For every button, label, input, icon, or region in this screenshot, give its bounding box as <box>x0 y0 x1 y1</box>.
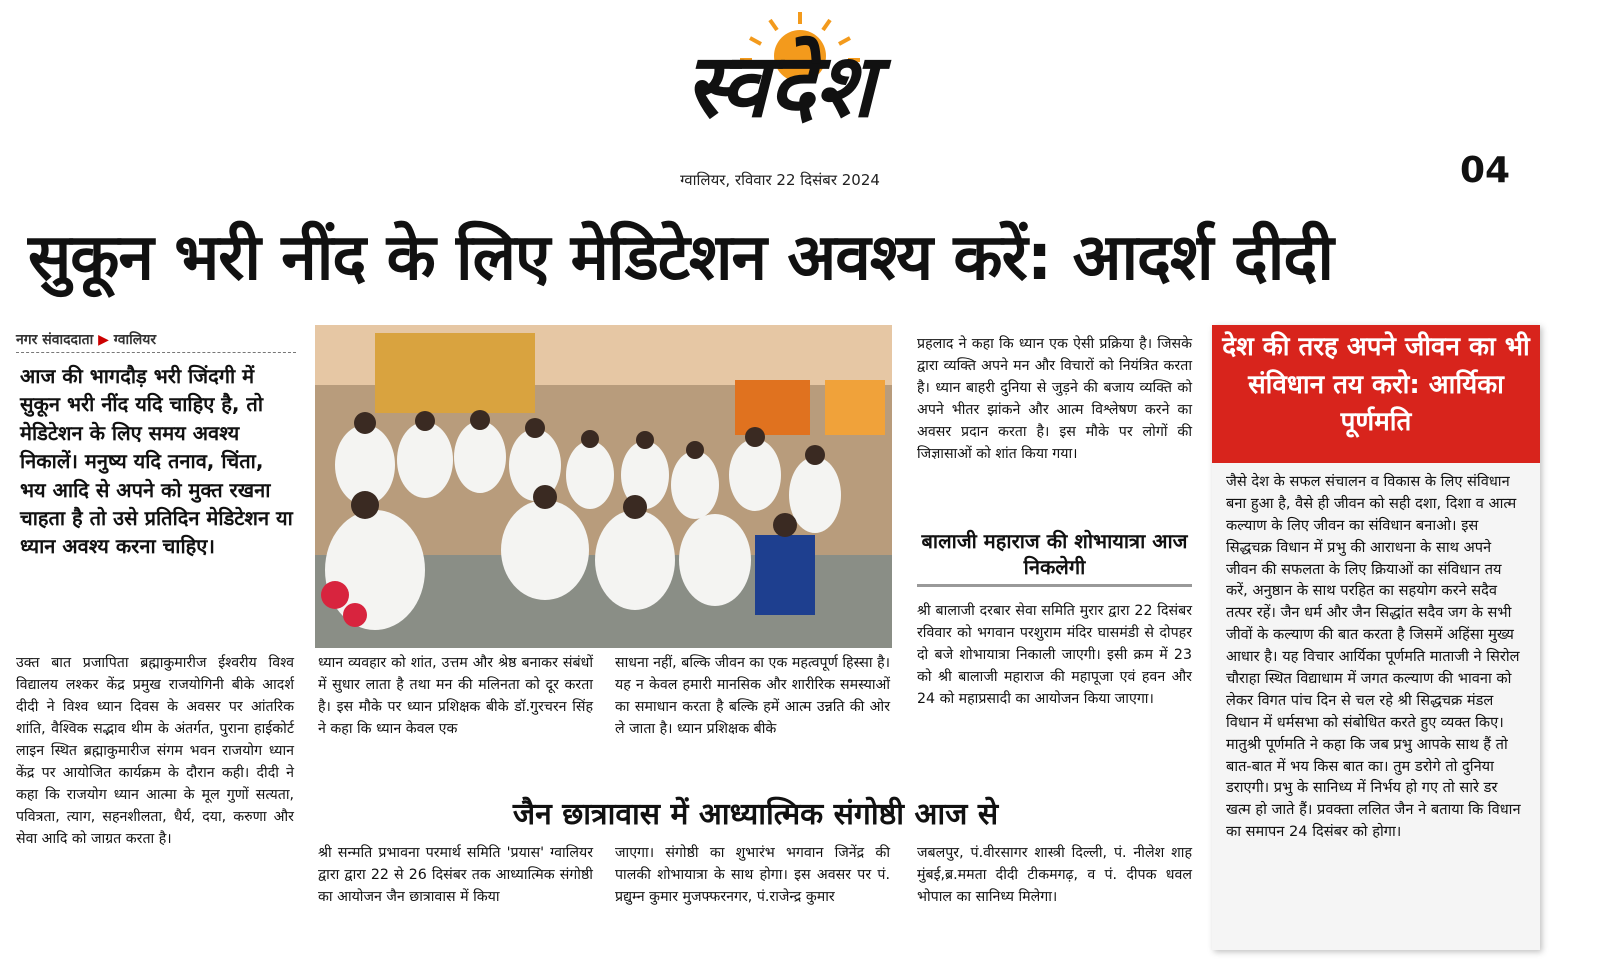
sidebox-heading: देश की तरह अपने जीवन का भी संविधान तय करो: आर्यिका पूर्णमति <box>1212 325 1540 463</box>
reporter-name: नगर संवाददाता <box>16 332 94 348</box>
arrow-icon: ▶ <box>98 332 109 348</box>
article-column-4: प्रहलाद ने कहा कि ध्यान एक ऐसी प्रक्रिया है। जिसके द्वारा व्यक्ति अपने मन और विचारों को नियंत्रित करता है। ध्यान बाहरी दुनिया से जुड़ने की बजाय व्यक्ति को अपने भीतर झांकने और आत्म विश्लेषण करने का अवसर प्रदान करता है। इस मौके पर लोगों की जिज्ञासाओं को शांत किया गया। <box>917 336 1192 462</box>
main-headline: सुकून भरी नींद के लिए मेडिटेशन अवश्य करें: आदर्श दीदी <box>28 221 1333 295</box>
article-column-1: उक्त बात प्रजापिता ब्रह्माकुमारीज ईश्वरीय विश्व विद्यालय लश्कर केंद्र प्रमुख राजयोगिनी बीके आदर्श दीदी ने विश्व ध्यान दिवस के अवसर पर आंतरिक शांति, वैश्विक सद्भाव थीम के अंतर्गत, पुराना हाईकोर्ट लाइन स्थित ब्रह्माकुमारीज संगम भवन राजयोग ध्यान केंद्र पर आयोजित कार्यक्रम के दौरान कही। दीदी ने कहा कि राजयोग ध्यान आत्मा के मूल गुणों सत्यता, पवित्रता, त्याग, सहनशीलता, धैर्य, दया, करुणा और सेवा आदि को जाग्रत करता है। <box>16 655 294 847</box>
jain-heading: जैन छात्रावास में आध्यात्मिक संगोष्ठी आज से <box>512 797 999 832</box>
article-column-2: ध्यान व्यवहार को शांत, उत्तम और श्रेष्ठ बनाकर संबंधों में सुधार लाता है तथा मन की मलिनता को दूर करता है। इस मौके पर ध्यान प्रशिक्षक बीके डॉ.गुरचरन सिंह ने कहा कि ध्यान केवल एक <box>318 655 593 737</box>
page-number: 04 <box>1460 150 1511 191</box>
balaji-heading: बालाजी महाराज की शोभायात्रा आज निकलेगी <box>917 528 1192 587</box>
balaji-body: श्री बालाजी दरबार सेवा समिति मुरार द्वारा 22 दिसंबर रविवार को भगवान परशुराम मंदिर घासमंडी से दोपहर दो बजे शोभायात्रा निकाली जाएगी। इसी क्रम में 23 को श्री बालाजी महाराज की महापूजा एवं हवन और 24 को महाप्रसादी का आयोजन किया जाएगा। <box>917 603 1192 707</box>
svg-text:स्वदेश: स्वदेश <box>685 34 875 137</box>
sun-logo-icon <box>600 8 960 148</box>
article-intro: आज की भागदौड़ भरी जिंदगी में सुकून भरी नींद यदि चाहिए है, तो मेडिटेशन के लिए समय अवश्य निकालें। मनुष्य यदि तनाव, चिंता, भय आदि से अपने को मुक्त रखना चाहता है तो उसे प्रतिदिन मेडिटेशन या ध्यान अवश्य करना चाहिए। <box>20 364 293 559</box>
article-column-3: साधना नहीं, बल्कि जीवन का एक महत्वपूर्ण हिस्सा है। यह न केवल हमारी मानसिक और शारीरिक समस्याओं का समाधान करता है बल्कि हमें आत्म उन्नति की ओर ले जाता है। ध्यान प्रशिक्षक बीके <box>615 655 890 737</box>
jain-column-3: जबलपुर, पं.वीरसागर शास्त्री दिल्ली, पं. नीलेश शाह मुंबई,ब्र.ममता दीदी टीकमगढ़, व पं. दीपक धवल भोपाल का सानिध्य मिलेगा। <box>917 845 1192 905</box>
masthead-logo <box>600 8 960 148</box>
sidebox-article <box>1212 325 1540 950</box>
byline <box>16 330 296 353</box>
meditation-event-photo <box>315 325 892 648</box>
sidebox-body: जैसे देश के सफल संचालन व विकास के लिए संविधान बना हुआ है, वैसे ही जीवन को सही दशा, दिशा व आत्म कल्याण के लिए जीवन का संविधान बनाओ। इस सिद्धचक्र विधान में प्रभु की आराधना के साथ अपने जीवन की सफलता के लिए क्रियाओं का संविधान तय करें, अनुष्ठान के साथ परहित का सहयोग करने सदैव तत्पर रहें। जैन धर्म और जैन सिद्धांत सदैव जग के सभी जीवों के कल्याण की बात करता है जिसमें अहिंसा मुख्य आधार है। यह विचार आर्यिका पूर्णमति माताजी ने सिरोल चौराहा स्थित विद्याधाम में जगत कल्याण की भावना को लेकर विगत पांच दिन से चल रहे श्री सिद्धचक्र मंडल विधान में धर्मसभा को संबोधित करते हुए व्यक्त किए। मातुश्री पूर्णमति ने कहा कि जब प्रभु आपके साथ हैं तो बात-बात में भय किस बात का। तुम डरोगे तो दुनिया डराएगी। प्रभु के सानिध्य में निर्भय हो गए तो सारे डर खत्म हो जाते हैं। प्रवक्ता ललित जैन ने बताया कि विधान का समापन 24 दिसंबर को होगा। <box>1226 473 1521 841</box>
dateline: ग्वालियर, रविवार 22 दिसंबर 2024 <box>680 171 880 189</box>
city-name: ग्वालियर <box>113 332 157 348</box>
jain-column-2: जाएगा। संगोष्ठी का शुभारंभ भगवान जिनेंद्र की पालकी शोभायात्रा के साथ होगा। इस अवसर पर पं. प्रद्युम्न कुमार मुजफ्फरनगर, पं.राजेन्द्र कुमार <box>615 845 890 905</box>
jain-column-1: श्री सन्मति प्रभावना परमार्थ समिति 'प्रयास' ग्वालियर द्वारा द्वारा 22 से 26 दिसंबर तक आध्यात्मिक संगोष्ठी का आयोजन जैन छात्रावास में किया <box>318 845 593 905</box>
